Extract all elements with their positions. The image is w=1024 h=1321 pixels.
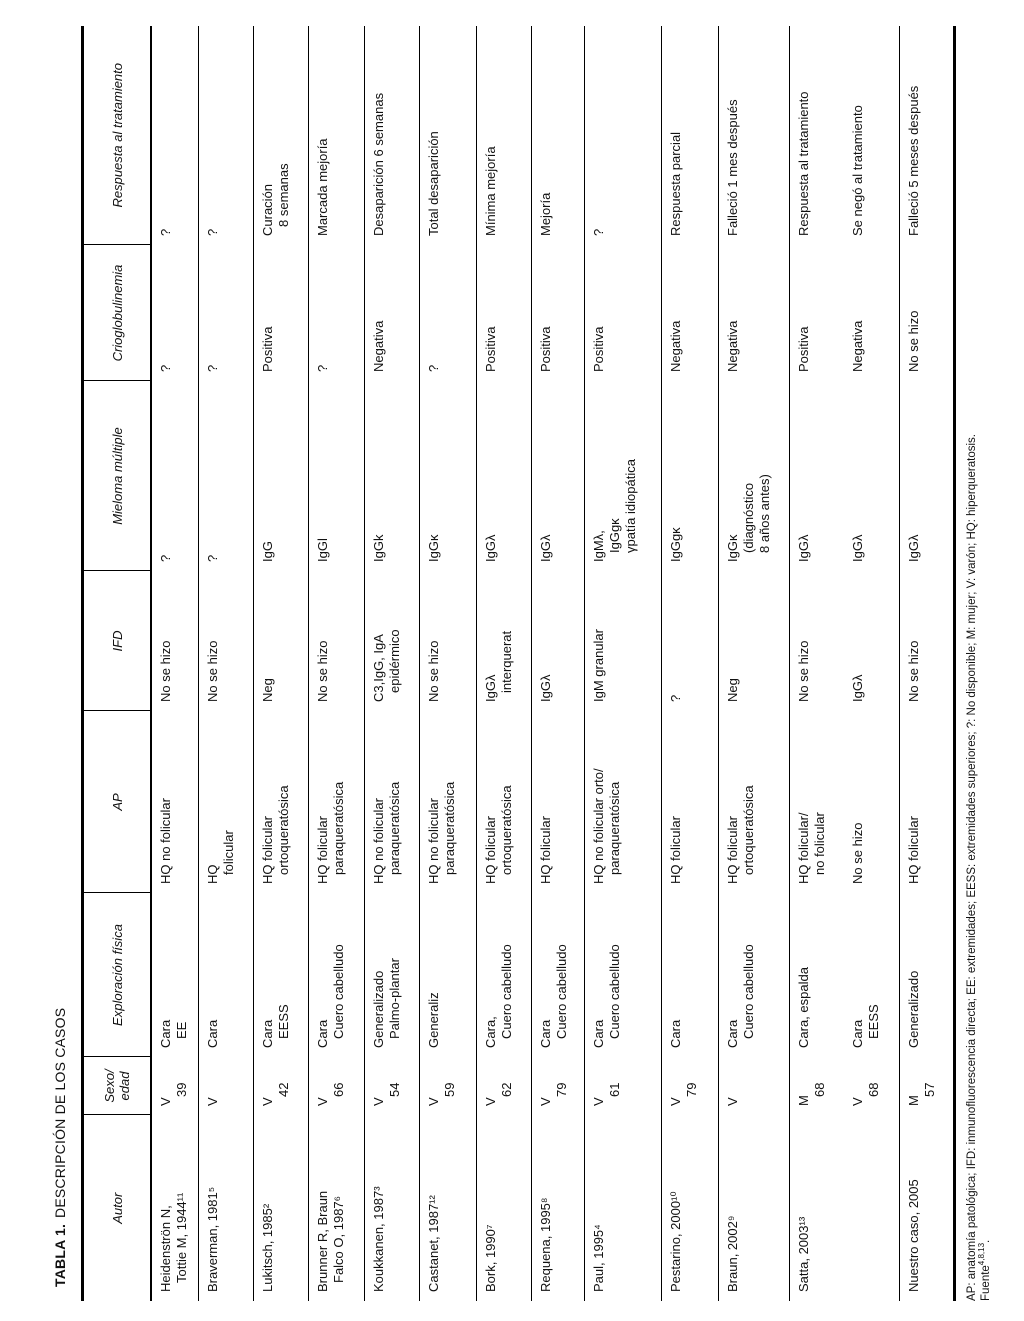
table-row	[198, 26, 253, 1301]
cell-ifd: No se hizo	[308, 571, 364, 711]
cell-crio: Positiva	[789, 245, 844, 381]
table-header-row	[83, 26, 152, 1301]
cell-mieloma: IgGk	[364, 381, 419, 571]
cell-sexo: V 39	[158, 1082, 189, 1106]
cell-respuesta: Desaparición 6 semanas	[364, 26, 419, 245]
table-row	[584, 26, 661, 1301]
cell-respuesta: Total desaparición	[419, 26, 476, 245]
table-row	[308, 26, 364, 1301]
cell-mieloma: IgGλ	[531, 381, 584, 571]
cell-ap: HQ folicular ortoqueratósica	[476, 711, 531, 893]
cell-ap: HQ folicular	[661, 711, 718, 893]
cell-ap: HQ folicular/ no folicular	[789, 711, 844, 893]
table-row	[718, 26, 789, 1301]
cell-respuesta: ?	[158, 228, 173, 236]
cell-sexo: M 57	[899, 1057, 954, 1115]
cell-mieloma: IgG	[253, 381, 308, 571]
cell-ifd: ?	[661, 571, 718, 711]
cell-ifd: C3,IgG, IgA epidérmico	[364, 571, 419, 711]
cell-sexo: V 42	[253, 1057, 308, 1115]
cell-exploracion: Cara Cuero cabelludo	[584, 893, 661, 1057]
table-row	[419, 26, 476, 1301]
cell-exploracion: Generalizado Palmo-plantar	[364, 893, 419, 1057]
cell-respuesta: Mejoría	[531, 26, 584, 245]
cell-ifd: IgGλ	[850, 674, 865, 702]
cell-ifd: No se hizo	[198, 571, 253, 711]
cell-exploracion: Cara Cuero cabelludo	[531, 893, 584, 1057]
cell-autor: Pestarino, 2000¹⁰	[661, 1115, 718, 1301]
cell-ap: HQ folicular paraqueratósica	[308, 711, 364, 893]
cell-crio: No se hizo	[899, 245, 954, 381]
cell-ap: HQ folicular	[531, 711, 584, 893]
cell-crio: Negativa	[850, 320, 865, 372]
table-row	[364, 26, 419, 1301]
cell-mieloma: IgGλ	[476, 381, 531, 571]
cell-sexo: V	[718, 1057, 789, 1115]
table-row	[151, 26, 198, 1301]
table-row	[789, 26, 844, 1301]
cell-autor: Satta, 2003¹³	[789, 1115, 899, 1301]
cell-sexo: V 54	[364, 1057, 419, 1115]
column-header-ifd: IFD	[83, 571, 152, 711]
column-header-ap: AP	[83, 711, 152, 893]
cell-ap: HQ no folicular	[158, 798, 173, 884]
cell-crio: Positiva	[584, 245, 661, 381]
cell-ap: HQ no folicular paraqueratósica	[364, 711, 419, 893]
column-header-autor: Autor	[83, 1115, 152, 1301]
footnote-source	[976, 26, 993, 1301]
cell-mieloma: ?	[198, 381, 253, 571]
cell-ifd: No se hizo	[158, 640, 173, 702]
cell-exploracion: Generalizado	[899, 893, 954, 1057]
cell-crio: ?	[419, 245, 476, 381]
cell-respuesta: Curación 8 semanas	[253, 26, 308, 245]
cell-ifd: Neg	[253, 571, 308, 711]
cell-mieloma: ?	[158, 554, 173, 562]
cell-sexo: V 61	[584, 1057, 661, 1115]
cell-autor: Castanet, 1987¹²	[419, 1115, 476, 1301]
table-row	[899, 26, 954, 1301]
table-row	[531, 26, 584, 1301]
cell-ifd: IgM granular	[584, 571, 661, 711]
cell-respuesta: Respuesta parcial	[661, 26, 718, 245]
cell-sexo: V 79	[661, 1057, 718, 1115]
cell-crio: Positiva	[531, 245, 584, 381]
cell-autor: Requena, 1995⁸	[531, 1115, 584, 1301]
footnote-source-label: Fuente	[979, 1265, 992, 1301]
table-row	[844, 26, 899, 1301]
cell-autor: Bork, 1990⁷	[476, 1115, 531, 1301]
cell-mieloma: IgMλ, IgGgκ γpatía idiopática	[584, 381, 661, 571]
cell-exploracion: Cara, espalda	[789, 893, 844, 1057]
table-row	[661, 26, 718, 1301]
table-title-label: TABLA 1.	[52, 1223, 68, 1287]
cell-ifd: IgGλ	[531, 571, 584, 711]
cell-ap: HQ folicular ortoqueratósica	[253, 711, 308, 893]
cell-mieloma: IgGλ	[899, 381, 954, 571]
table-footnote	[965, 26, 993, 1301]
cell-ap: HQ folicular	[899, 711, 954, 893]
cell-exploracion: Cara EESS	[253, 893, 308, 1057]
cell-ifd: No se hizo	[899, 571, 954, 711]
cases-table	[81, 26, 956, 1301]
cell-crio: Negativa	[718, 245, 789, 381]
cell-sexo: M 68	[789, 1057, 844, 1115]
cell-ifd: IgGλ interquerat	[476, 571, 531, 711]
cell-exploracion: Cara EESS	[850, 1004, 881, 1048]
footnote-source-refs: 4,8,13	[976, 1242, 986, 1266]
cell-autor: Brunner R, Braun Falco O, 1987⁶	[308, 1115, 364, 1301]
cell-ap: HQ no folicular paraqueratósica	[419, 711, 476, 893]
table-title	[52, 26, 68, 1287]
cell-mieloma: IgGλ	[850, 534, 865, 562]
cell-respuesta: ?	[198, 26, 253, 245]
column-header-crio: Crioglobulinemia	[83, 245, 152, 381]
cell-respuesta: Falleció 1 mes después	[718, 26, 789, 245]
cell-exploracion: Cara Cuero cabelludo	[308, 893, 364, 1057]
cell-crio: ?	[308, 245, 364, 381]
cell-mieloma: IgGλ	[789, 381, 844, 571]
cell-respuesta: Se negó al tratamiento	[850, 105, 865, 236]
cell-ifd: Neg	[718, 571, 789, 711]
cell-crio: ?	[158, 364, 173, 372]
cell-crio: Negativa	[661, 245, 718, 381]
cell-exploracion: Cara Cuero cabelludo	[718, 893, 789, 1057]
cell-ap: HQ folicular	[198, 711, 253, 893]
cell-mieloma: IgGκ (diagnóstico 8 años antes)	[718, 381, 789, 571]
column-header-mieloma: Mieloma múltiple	[83, 381, 152, 571]
cell-crio: Positiva	[476, 245, 531, 381]
cell-ifd: No se hizo	[789, 571, 844, 711]
cell-mieloma: IgGκ	[419, 381, 476, 571]
cell-exploracion: Cara	[198, 893, 253, 1057]
cell-sexo: V 59	[419, 1057, 476, 1115]
cell-crio: ?	[198, 245, 253, 381]
cell-ap: HQ folicular ortoqueratósica	[718, 711, 789, 893]
cell-respuesta: Falleció 5 meses después	[899, 26, 954, 245]
cell-autor: Koukkanen, 1987³	[364, 1115, 419, 1301]
footnote-source-period: .	[979, 1239, 992, 1243]
cell-mieloma: IgGgκ	[661, 381, 718, 571]
cell-autor: Heidenströn N, Tottie M, 1944¹¹	[158, 1192, 189, 1292]
cell-sexo: V	[198, 1057, 253, 1115]
cell-autor: Paul, 1995⁴	[584, 1115, 661, 1301]
table-row	[476, 26, 531, 1301]
column-header-exploracion: Exploración física	[83, 893, 152, 1057]
cell-crio: Negativa	[364, 245, 419, 381]
cell-sexo: V 79	[531, 1057, 584, 1115]
cell-crio: Positiva	[253, 245, 308, 381]
cell-sexo: V 66	[308, 1057, 364, 1115]
cell-ap: HQ no folicular orto/ paraqueratósica	[584, 711, 661, 893]
cell-respuesta: ?	[584, 26, 661, 245]
cell-autor: Braun, 2002⁹	[718, 1115, 789, 1301]
cell-autor: Braverman, 1981⁵	[198, 1115, 253, 1301]
cell-exploracion: Cara EE	[158, 1019, 189, 1048]
footnote-abbreviations: AP: anatomía patológica; IFD: inmunofluorescencia directa; EE: extremidades; EESS: extremidades superiores; ?: No disponible; M: mujer; V: varón; HQ: hiperqueratosis.	[965, 434, 978, 1301]
cell-mieloma: IgGl	[308, 381, 364, 571]
cell-exploracion: Generaliz	[419, 893, 476, 1057]
cell-respuesta: Marcada mejoría	[308, 26, 364, 245]
table-title-text: DESCRIPCIÓN DE LOS CASOS	[52, 1007, 68, 1218]
column-header-respuesta: Respuesta al tratamiento	[83, 26, 152, 245]
cell-exploracion: Cara, Cuero cabelludo	[476, 893, 531, 1057]
cell-sexo: V 68	[850, 1082, 881, 1106]
column-header-sexo: Sexo/ edad	[83, 1057, 152, 1115]
cell-ap: No se hizo	[850, 822, 865, 884]
cell-autor: Nuestro caso, 2005	[899, 1115, 954, 1301]
cell-respuesta: Respuesta al tratamiento	[789, 26, 844, 245]
cell-sexo: V 62	[476, 1057, 531, 1115]
table-row	[253, 26, 308, 1301]
cell-autor: Lukitsch, 1985²	[253, 1115, 308, 1301]
cell-respuesta: Mínima mejoría	[476, 26, 531, 245]
cell-ifd: No se hizo	[419, 571, 476, 711]
cell-exploracion: Cara	[661, 893, 718, 1057]
